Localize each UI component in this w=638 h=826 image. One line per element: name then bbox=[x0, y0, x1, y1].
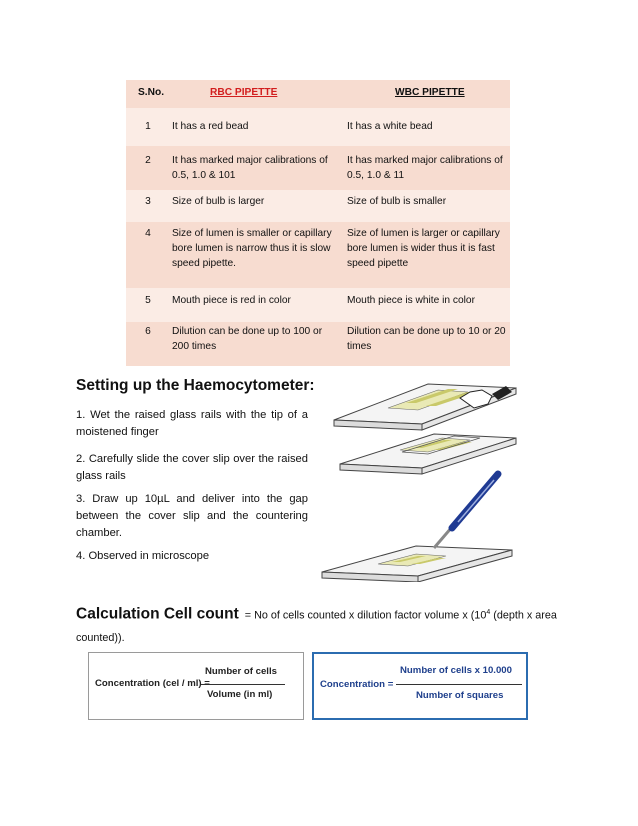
table-row bbox=[126, 146, 510, 190]
formula-right-divider bbox=[396, 684, 522, 685]
row-wbc: It has marked major calibrations of 0.5, 1.0 & 11 bbox=[347, 155, 503, 181]
row-number: 4 bbox=[145, 228, 151, 239]
formula-box-volume bbox=[88, 652, 304, 720]
table-row bbox=[126, 222, 510, 288]
row-number: 1 bbox=[145, 121, 151, 132]
row-wbc: Size of lumen is larger or capillary bore lumen is wider thus it is fast speed pipette bbox=[347, 228, 500, 269]
formula-box-squares bbox=[312, 652, 528, 720]
row-number: 6 bbox=[145, 326, 151, 337]
calculation-heading: Calculation Cell count bbox=[76, 605, 239, 623]
formula-exponent: 4 bbox=[486, 609, 491, 616]
step-1: 1. Wet the raised glass rails with the tip of a moistened finger bbox=[76, 409, 308, 438]
haemocytometer-heading: Setting up the Haemocytometer: bbox=[76, 377, 315, 394]
slide-pipette-loading bbox=[322, 474, 512, 582]
row-number: 2 bbox=[145, 155, 151, 166]
header-rbc: RBC PIPETTE bbox=[210, 87, 278, 98]
formula-right-denominator: Number of squares bbox=[416, 690, 504, 701]
slide-cover-slip bbox=[340, 434, 516, 474]
formula-post: (depth x area counted)). bbox=[76, 609, 557, 644]
formula-left-denominator: Volume (in ml) bbox=[207, 689, 273, 700]
table-header-row bbox=[126, 85, 510, 107]
haemocytometer-illustration bbox=[318, 378, 518, 582]
row-rbc: Dilution can be done up to 100 or 200 times bbox=[172, 326, 323, 352]
row-rbc: It has marked major calibrations of 0.5, 1.0 & 101 bbox=[172, 155, 328, 181]
formula-right-numerator: Number of cells x 10.000 bbox=[400, 665, 512, 676]
formula-left-lhs: Concentration (cel / ml) = bbox=[95, 678, 210, 689]
table-row bbox=[126, 108, 510, 146]
row-wbc: It has a white bead bbox=[347, 121, 433, 132]
formula-left-numerator: Number of cells bbox=[205, 666, 277, 677]
formula-left-divider bbox=[201, 684, 285, 685]
header-wbc: WBC PIPETTE bbox=[395, 87, 465, 98]
step-4: 4. Observed in microscope bbox=[76, 550, 210, 562]
row-rbc: Mouth piece is red in color bbox=[172, 295, 291, 306]
row-wbc: Size of bulb is smaller bbox=[347, 196, 447, 207]
pipette-comparison-table bbox=[126, 80, 510, 366]
row-wbc: Dilution can be done up to 10 or 20 times bbox=[347, 326, 506, 352]
table-row bbox=[126, 190, 510, 222]
row-rbc: It has a red bead bbox=[172, 121, 249, 132]
calculation-line bbox=[76, 602, 566, 649]
step-3: 3. Draw up 10µL and deliver into the gap between the cover slip and the countering chamber. bbox=[76, 493, 308, 539]
formula-pre: = No of cells counted x dilution factor volume x (10 bbox=[244, 609, 487, 622]
row-rbc: Size of bulb is larger bbox=[172, 196, 265, 207]
step-2: 2. Carefully slide the cover slip over the raised glass rails bbox=[76, 453, 308, 482]
table-row bbox=[126, 288, 510, 322]
header-sno: S.No. bbox=[138, 87, 165, 98]
row-wbc: Mouth piece is white in color bbox=[347, 295, 475, 306]
table-row bbox=[126, 322, 510, 366]
formula-right-lhs: Concentration = bbox=[320, 679, 394, 690]
row-number: 5 bbox=[145, 295, 151, 306]
slide-wet-rails bbox=[334, 384, 516, 430]
row-rbc: Size of lumen is smaller or capillary bore lumen is narrow thus it is slow speed pipette. bbox=[172, 228, 332, 269]
row-number: 3 bbox=[145, 196, 151, 207]
